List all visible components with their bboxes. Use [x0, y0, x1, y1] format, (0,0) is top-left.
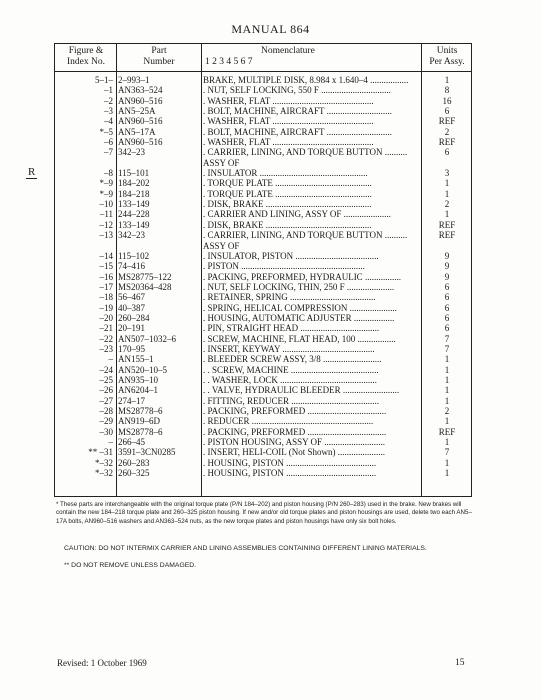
table-row: [55, 468, 471, 478]
cell-units: REF: [438, 230, 456, 241]
cell-units: 3: [444, 168, 450, 179]
cell-part-number: AN960–516: [118, 95, 163, 106]
cell-part-number: 260–284: [118, 312, 150, 323]
cell-nomenclature: . PISTON .......................................................: [203, 261, 365, 272]
cell-units: 6: [444, 292, 450, 303]
cell-units: 1: [444, 354, 450, 365]
cell-part-number: MS28778–6: [118, 426, 163, 437]
cell-nomenclature: . CARRIER AND LINING, ASSY OF .....................: [203, 209, 391, 220]
cell-nomenclature: . SPRING, HELICAL COMPRESSION .....................: [203, 302, 397, 313]
cell-part-number: 133–149: [118, 199, 150, 210]
table-row: [55, 96, 471, 106]
cell-index: –29: [99, 416, 113, 427]
table-row: [55, 168, 471, 178]
cell-index: –24: [99, 364, 113, 375]
table-row: [55, 303, 471, 313]
cell-index: *–32: [95, 457, 113, 468]
cell-index: –17: [99, 281, 113, 292]
table-row: [55, 127, 471, 137]
cell-nomenclature: BRAKE, MULTIPLE DISK, 8.984 x 1.640–4 .................: [203, 75, 409, 85]
interchangeability-footnote: * These parts are interchangeable with the original torque plate (P/N 184–202) and piston housing (P/N 260–283) used in the brake. New brakes will contain the new 184–218 torque plate and 260–325 piston housing. If new and/or old torque plates and piston housings are used, delete two each AN5–17A bolts, AN960–516 washers and AN363–524 nuts, as the new torque plates and piston housings have only six bolt holes.: [56, 501, 472, 525]
cell-units: 1: [444, 188, 450, 199]
cell-part-number: AN935–10: [118, 374, 158, 385]
cell-units: 1: [444, 416, 450, 427]
cell-part-number: 260–283: [118, 457, 150, 468]
cell-index: *–5: [99, 126, 113, 137]
cell-index: –13: [99, 230, 113, 241]
table-row: [55, 199, 471, 209]
table-row: [55, 447, 471, 457]
table-row: [55, 209, 471, 219]
cell-nomenclature: . DISK, BRAKE ...............................................: [203, 199, 372, 210]
table-row: [55, 251, 471, 261]
cell-part-number: AN5–17A: [118, 126, 156, 137]
cell-units: 1: [444, 457, 450, 468]
cell-units: 2: [444, 126, 450, 137]
cell-units: REF: [438, 137, 456, 148]
table-row: [55, 334, 471, 344]
table-row: [55, 230, 471, 240]
cell-units: 1: [444, 374, 450, 385]
table-row: [55, 385, 471, 395]
cell-nomenclature: . WASHER, FLAT .............................................: [203, 137, 374, 148]
cell-part-number: 3591–3CN0285: [118, 447, 176, 458]
cell-part-number: AN363–524: [118, 85, 163, 96]
cell-index: –22: [99, 333, 113, 344]
cell-units: 6: [444, 302, 450, 313]
cell-nomenclature: . INSULATOR ................................................: [203, 168, 368, 179]
cell-part-number: 184–202: [118, 178, 150, 189]
cell-part-number: AN960–516: [118, 137, 163, 148]
header-nomenclature-title: Nomenclature: [261, 46, 315, 56]
cell-nomenclature: . PISTON HOUSING, ASSY OF ...........................: [203, 437, 386, 448]
table-row: [55, 313, 471, 323]
cell-index: –25: [99, 374, 113, 385]
cell-units: 6: [444, 147, 450, 158]
cell-part-number: 40–387: [118, 302, 145, 313]
header-part-number: Part Number: [143, 46, 175, 67]
cell-index: –7: [104, 147, 113, 158]
cell-index: 5–1–: [95, 75, 113, 85]
table-row: [55, 437, 471, 447]
cell-index: –10: [99, 199, 113, 210]
cell-part-number: 260–325: [118, 468, 150, 479]
revision-date: Revised: 1 October 1969: [57, 658, 147, 668]
cell-nomenclature: . CARRIER, LINING, AND TORQUE BUTTON ..........: [203, 230, 408, 241]
table-row: [55, 458, 471, 468]
cell-index: –3: [104, 106, 113, 117]
cell-index: –23: [99, 343, 113, 354]
cell-index: –8: [104, 168, 113, 179]
table-row: [55, 272, 471, 282]
cell-part-number: MS20364–428: [118, 281, 172, 292]
cell-nomenclature: . PACKING, PREFORMED ...................................: [203, 426, 387, 437]
cell-index: *–32: [95, 468, 113, 479]
table-header: [55, 44, 471, 72]
cell-index: *–9: [99, 188, 113, 199]
table-row: [55, 282, 471, 292]
cell-index: –30: [99, 426, 113, 437]
cell-units: 2: [444, 406, 450, 416]
cell-units: 6: [444, 312, 450, 323]
cell-part-number: 74–416: [118, 261, 145, 272]
cell-part-number: AN919–6D: [118, 416, 160, 427]
cell-index: *–9: [99, 178, 113, 189]
cell-nomenclature: ASSY OF: [203, 240, 240, 251]
caution-note: CAUTION: DO NOT INTERMIX CARRIER AND LINING ASSEMBLIES CONTAINING DIFFERENT LINING MATERIALS.: [64, 545, 427, 552]
cell-part-number: 266–45: [118, 437, 145, 448]
cell-index: –4: [104, 116, 113, 127]
cell-units: 1: [444, 178, 450, 189]
table-row: [55, 427, 471, 437]
cell-part-number: AN6204–1: [118, 385, 158, 396]
cell-index: –27: [99, 395, 113, 406]
cell-index: –20: [99, 312, 113, 323]
parts-table: [54, 43, 472, 497]
cell-nomenclature: . DISK, BRAKE ...............................................: [203, 219, 372, 230]
table-row: [55, 365, 471, 375]
table-row: [55, 354, 471, 364]
cell-part-number: 184–218: [118, 188, 150, 199]
table-row: [55, 220, 471, 230]
cell-index: –15: [99, 261, 113, 272]
cell-nomenclature: . TORQUE PLATE ...........................................: [203, 178, 372, 189]
cell-nomenclature: . . SCREW, MACHINE .......................................: [203, 364, 379, 375]
cell-part-number: 133–149: [118, 219, 150, 230]
table-row: [55, 137, 471, 147]
header-index: Figure & Index No.: [67, 46, 105, 67]
table-row: [55, 375, 471, 385]
cell-nomenclature: ASSY OF: [203, 157, 240, 168]
cell-index: –21: [99, 323, 113, 334]
cell-units: 1: [444, 364, 450, 375]
cell-units: 6: [444, 106, 450, 117]
cell-part-number: 170–95: [118, 343, 145, 354]
cell-part-number: 56–467: [118, 292, 145, 303]
cell-nomenclature: . TORQUE PLATE ...........................................: [203, 188, 372, 199]
cell-units: 7: [444, 447, 450, 458]
cell-part-number: 115–101: [118, 168, 150, 179]
cell-part-number: AN5–25A: [118, 106, 156, 117]
table-row: [55, 292, 471, 302]
header-indent-digits: 1 2 3 4 5 6 7: [205, 57, 253, 67]
cell-nomenclature: . RETAINER, SPRING ......................................: [203, 292, 376, 303]
table-row: [55, 396, 471, 406]
cell-units: 7: [444, 343, 450, 354]
header-units: Units Per Assy.: [429, 46, 465, 67]
cell-units: 8: [444, 85, 450, 96]
cell-nomenclature: . INSULATOR, PISTON .....................................: [203, 250, 379, 261]
cell-nomenclature: . BOLT, MACHINE, AIRCRAFT .............................: [203, 126, 392, 137]
cell-units: REF: [438, 116, 456, 127]
cell-index: –28: [99, 406, 113, 416]
cell-index: –12: [99, 219, 113, 230]
cell-part-number: 2–993–1: [118, 75, 150, 85]
cell-part-number: AN507–1032–6: [118, 333, 176, 344]
table-row: [55, 416, 471, 426]
cell-part-number: AN960–516: [118, 116, 163, 127]
cell-part-number: 244–228: [118, 209, 150, 220]
cell-nomenclature: . PACKING, PREFORMED ...................................: [203, 406, 387, 416]
cell-part-number: 342–23: [118, 147, 145, 158]
cell-index: –19: [99, 302, 113, 313]
cell-nomenclature: . HOUSING, PISTON ........................................: [203, 468, 377, 479]
table-row: [55, 158, 471, 168]
cell-index: –6: [104, 137, 113, 148]
cell-index: –2: [104, 95, 113, 106]
table-body: [55, 75, 471, 478]
table-row: [55, 261, 471, 271]
cell-nomenclature: . FITTING, REDUCER .......................................: [203, 395, 379, 406]
cell-units: 1: [444, 209, 450, 220]
cell-part-number: 342–23: [118, 230, 145, 241]
cell-part-number: 20–191: [118, 323, 145, 334]
cell-units: REF: [438, 219, 456, 230]
cell-index: –14: [99, 250, 113, 261]
cell-units: 16: [442, 95, 452, 106]
cell-units: 9: [444, 261, 450, 272]
cell-units: 6: [444, 323, 450, 334]
cell-part-number: 274–17: [118, 395, 145, 406]
cell-nomenclature: . NUT, SELF LOCKING, 550 F ...............................: [203, 85, 391, 96]
table-row: [55, 406, 471, 416]
cell-units: 1: [444, 385, 450, 396]
cell-nomenclature: . NUT, SELF LOCKING, THIN, 250 F .....................: [203, 281, 395, 292]
table-row: [55, 116, 471, 126]
cell-units: 1: [444, 437, 450, 448]
cell-units: REF: [438, 426, 456, 437]
cell-units: 1: [444, 395, 450, 406]
table-row: [55, 106, 471, 116]
cell-units: 9: [444, 271, 450, 282]
cell-nomenclature: . BOLT, MACHINE, AIRCRAFT .............................: [203, 106, 392, 117]
table-row: [55, 178, 471, 188]
cell-index: –1: [104, 85, 113, 96]
cell-nomenclature: . HOUSING, AUTOMATIC ADJUSTER ..................: [203, 312, 395, 323]
cell-index: –26: [99, 385, 113, 396]
manual-title: MANUAL 864: [231, 22, 310, 36]
cell-index: ** –31: [88, 447, 113, 458]
cell-index: –18: [99, 292, 113, 303]
table-row: [55, 344, 471, 354]
cell-part-number: 115–102: [118, 250, 150, 261]
cell-units: 1: [444, 468, 450, 479]
page-number: 15: [455, 658, 465, 668]
cell-part-number: MS28778–6: [118, 406, 163, 416]
damage-note: ** DO NOT REMOVE UNLESS DAMAGED.: [64, 562, 197, 569]
cell-units: 7: [444, 333, 450, 344]
cell-index: –11: [99, 209, 113, 220]
cell-nomenclature: . WASHER, FLAT .............................................: [203, 116, 374, 127]
cell-nomenclature: . WASHER, FLAT .............................................: [203, 95, 374, 106]
revision-mark: R: [28, 166, 36, 178]
cell-units: 6: [444, 281, 450, 292]
cell-index: –: [108, 437, 113, 448]
cell-nomenclature: . BLEEDER SCREW ASSY, 3/8 ..........................: [203, 354, 382, 365]
cell-units: 1: [444, 75, 450, 85]
table-row: [55, 85, 471, 95]
cell-part-number: MS28775–122: [118, 271, 172, 282]
cell-nomenclature: . PACKING, PREFORMED, HYDRAULIC ................: [203, 271, 401, 282]
cell-nomenclature: . CARRIER, LINING, AND TORQUE BUTTON ..........: [203, 147, 408, 158]
cell-nomenclature: . SCREW, MACHINE, FLAT HEAD, 100 .................: [203, 333, 396, 344]
table-row: [55, 241, 471, 251]
cell-index: –16: [99, 271, 113, 282]
cell-nomenclature: . INSERT, HELI-COIL (Not Shown) .....................: [203, 447, 385, 458]
cell-nomenclature: . . WASHER, LOCK ...........................................: [203, 374, 377, 385]
cell-nomenclature: . REDUCER ......................................................: [203, 416, 374, 427]
cell-units: 2: [444, 199, 450, 210]
cell-part-number: AN520–10–5: [118, 364, 167, 375]
table-row: [55, 189, 471, 199]
cell-part-number: AN155–1: [118, 354, 154, 365]
cell-nomenclature: . . VALVE, HYDRAULIC BLEEDER .........................: [203, 385, 400, 396]
cell-nomenclature: . HOUSING, PISTON ........................................: [203, 457, 377, 468]
table-row: [55, 75, 471, 85]
table-row: [55, 323, 471, 333]
table-row: [55, 147, 471, 157]
cell-index: –: [108, 354, 113, 365]
cell-nomenclature: . INSERT, KEYWAY .........................................: [203, 343, 375, 354]
cell-units: 9: [444, 250, 450, 261]
cell-nomenclature: . PIN, STRAIGHT HEAD ...................................: [203, 323, 380, 334]
